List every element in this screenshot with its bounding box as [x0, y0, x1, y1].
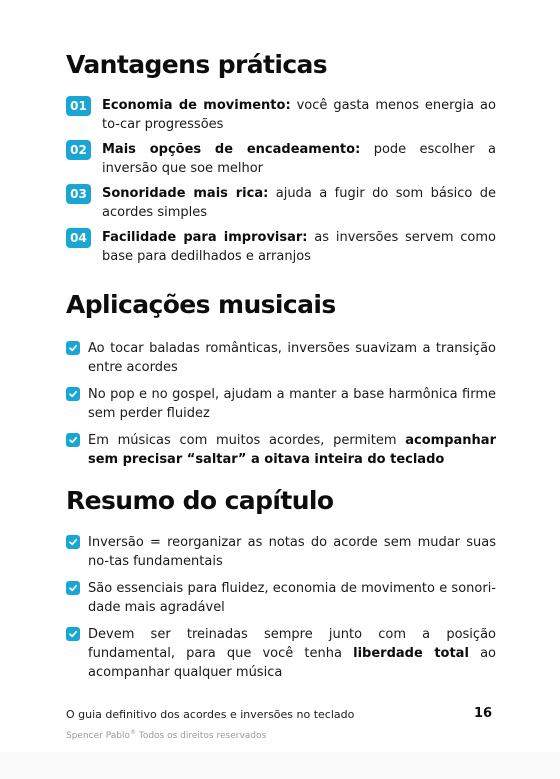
copyright-line — [66, 729, 266, 741]
list-item — [66, 533, 496, 571]
page-number: 16 — [474, 706, 493, 721]
list-item — [66, 579, 496, 617]
checkbox-icon — [66, 433, 80, 447]
section-title-vantagens: Vantagens práticas — [66, 50, 328, 79]
checkbox-icon — [66, 581, 80, 595]
list-item — [66, 385, 496, 423]
summary-list — [66, 533, 496, 690]
checkbox-icon — [66, 627, 80, 641]
item-bold: Sonoridade mais rica: — [102, 186, 269, 201]
list-item-text — [102, 184, 496, 222]
item-rest: pode escolher a inversão que soe melhor — [102, 142, 496, 176]
item-bold: acompanhar sem precisar “saltar” a oitava inteira do teclado — [88, 433, 496, 467]
list-item-text — [88, 431, 496, 469]
item-bold: Facilidade para improvisar: — [102, 230, 308, 245]
checkbox-icon — [66, 387, 80, 401]
rights-text: Todos os direitos reservados — [135, 731, 267, 741]
item-rest: as inversões servem como base para dedilhados e arranjos — [102, 230, 497, 264]
section-title-resumo: Resumo do capítulo — [66, 486, 334, 515]
list-item-text — [102, 96, 496, 134]
list-item-text — [88, 533, 496, 571]
checkbox-icon — [66, 535, 80, 549]
list-item-text — [88, 579, 496, 617]
list-item-text — [102, 140, 496, 178]
section-title-aplicacoes: Aplicações musicais — [66, 290, 336, 319]
number-badge: 02 — [66, 140, 91, 160]
list-item — [66, 625, 496, 682]
item-text-pre: Inversão = reorganizar as notas do acorde sem mudar suas no-tas fundamentais — [88, 535, 496, 569]
list-item-text — [88, 339, 496, 377]
list-item — [66, 228, 496, 266]
number-badge: 01 — [66, 96, 91, 116]
item-bold: Mais opções de encadeamento: — [102, 142, 361, 157]
author-name: Spencer Pablo — [66, 731, 130, 741]
item-text-pre: Devem ser treinadas sempre junto com a posição fundamental, para que você tenha — [88, 627, 496, 661]
checkbox-icon — [66, 341, 80, 355]
page-bottom-band — [0, 752, 560, 779]
list-item-text — [102, 228, 496, 266]
item-rest: você gasta menos energia ao to-car progressões — [102, 98, 496, 132]
applications-list — [66, 339, 496, 477]
item-bold: liberdade total — [353, 646, 469, 661]
item-rest: ajuda a fugir do som básico de acordes simples — [102, 186, 496, 220]
item-text-pre: Ao tocar baladas românticas, inversões suavizam a transição entre acordes — [88, 341, 496, 375]
list-item — [66, 339, 496, 377]
advantages-list — [66, 96, 496, 272]
list-item — [66, 96, 496, 134]
list-item — [66, 140, 496, 178]
list-item-text — [88, 625, 496, 682]
footer-book-title: O guia definitivo dos acordes e inversões no teclado — [66, 708, 355, 721]
number-badge: 03 — [66, 184, 91, 204]
item-text-post: ao acompanhar qualquer música — [88, 646, 496, 680]
item-text-pre: No pop e no gospel, ajudam a manter a base harmônica firme sem perder fluidez — [88, 387, 496, 421]
item-bold: Economia de movimento: — [102, 98, 291, 113]
number-badge: 04 — [66, 228, 91, 248]
item-text-pre: São essenciais para fluidez, economia de movimento e sonori-dade mais agradável — [88, 581, 496, 615]
registered-mark: ® — [129, 729, 136, 736]
list-item — [66, 431, 496, 469]
list-item-text — [88, 385, 496, 423]
list-item — [66, 184, 496, 222]
item-text-pre: Em músicas com muitos acordes, permitem — [88, 433, 406, 448]
